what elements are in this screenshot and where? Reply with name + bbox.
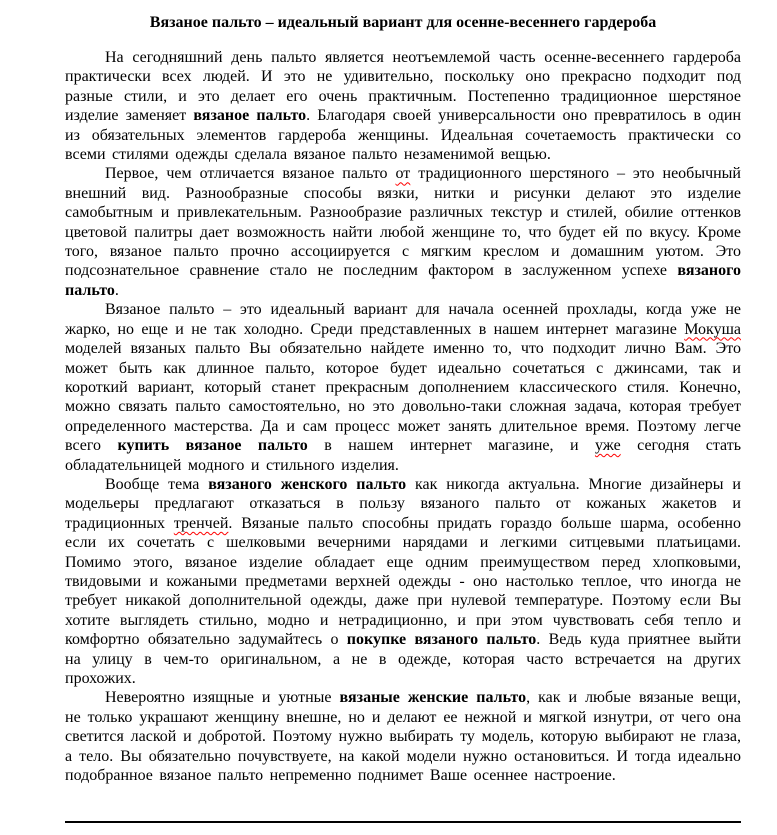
- bold-text-run: вязаного женского пальто: [208, 475, 407, 493]
- bold-text-run: вязаные женские пальто: [339, 689, 527, 707]
- paragraph-1: [65, 48, 741, 164]
- text-run: .: [114, 281, 119, 299]
- misspelled-word: тренчей: [173, 514, 229, 532]
- misspelled-word: от: [395, 165, 411, 183]
- text-run: . Ведь куда приятнее выйти на улицу в чем-то оригинальном, а не в одежде, которая часто встречается на других прохожих.: [65, 631, 741, 687]
- paragraph-5: [65, 688, 741, 785]
- text-run: На сегодняшний день пальто является неотъемлемой часть осенне-весеннего гардероба практически всех людей. И это не удивительно, поскольку оно прекрасно подходит под разные стили, и это делает его очень практичным. Постепенно традиционное шерстяное изделие заменяет: [65, 49, 741, 125]
- text-run: , как и любые вязаные вещи, не только украшают женщину внешне, но и делают ее нежной и мягкой изнутри, от чего она светится лаской и добротой. Поэтому нужно выбирать ту модель, которую выбирают не глаза, а тело. Вы обязательно почувствуете, на какой модели нужно остановиться. И тогда идеально подобранное вязаное пальто непременно поднимет Ваше осеннее настроение.: [65, 689, 741, 785]
- bold-text-run: купить вязаное пальто: [117, 437, 308, 455]
- text-run: . Вязаные пальто способны придать гораздо больше шарма, особенно если их сочетать с шелковыми вечерними нарядами и легкими ситцевыми платьицами. Помимо этого, вязаное изделие обладает еще одним преимуществом перед хлопковыми, твидовыми и кожаными предметами верхней одежды - оно настолько теплое, что иногда не требует никакой дополнительной одежды, даже при нулевой температуре. Поэтому если Вы хотите выглядеть стильно, модно и нетрадиционно, и при этом чувствовать себя тепло и комфортно обязательно задумайтесь о: [65, 514, 741, 649]
- paragraph-2: [65, 164, 741, 300]
- document-title: Вязаное пальто – идеальный вариант для осенне-весеннего гардероба: [149, 14, 657, 31]
- footer-divider-line: [65, 821, 741, 823]
- paragraph-3: [65, 300, 741, 475]
- bold-text-run: вязаного пальто: [65, 262, 741, 299]
- text-run: Вообще тема: [105, 475, 209, 493]
- misspelled-word: Мокуша: [684, 320, 741, 338]
- text-run: Невероятно изящные и уютные: [105, 689, 340, 707]
- text-run: моделей вязаных пальто Вы обязательно найдете именно то, что подходит лично Вам. Это может быть как длинное пальто, которое будет идеально сочетаться с джинсами, так и короткий вариант, который станет прекрасным дополнением классического стиля. Конечно, можно связать пальто самостоятельно, но это довольно-таки сложная задача, которая требует определенного мастерства. Да и сам процесс может занять длительное время. Поэтому легче всего: [65, 340, 741, 455]
- text-run: . Благодаря своей универсальности оно превратилось в один из обязательных элементов гардероба женщины. Идеальная сочетаемость практически со всеми стилями одежды сделала вязаное пальто незаменимой вещью.: [65, 107, 742, 164]
- text-run: в нашем интернет магазине, и: [307, 437, 595, 455]
- bold-text-run: покупке вязаного пальто: [346, 631, 537, 649]
- text-run: традиционного шерстяного – это необычный внешний вид. Разнообразные способы вязки, нитки и рисунки делают это изделие самобытным и привлекательным. Разнообразие различных текстур и стилей, обилие оттенков цветовой палитры дает возможность найти любой женщине то, что будет ей по вкусу. Кроме того, вязаное пальто прочно ассоциируется с мягким креслом и домашним уютом. Это подсознательное сравнение стало не последним фактором в заслуженном успехе: [65, 165, 741, 280]
- bold-text-run: вязаное пальто: [193, 107, 307, 125]
- text-run: Первое, чем отличается вязаное пальто: [105, 165, 396, 183]
- text-run: сегодня стать обладательницей модного и стильного изделия.: [65, 437, 742, 474]
- paragraph-4: [65, 475, 741, 688]
- text-run: как никогда актуальна. Многие дизайнеры и модельеры предлагают отказаться в пользу вязаного пальто от кожаных жакетов и традиционных: [65, 475, 741, 532]
- misspelled-word: уже: [594, 437, 621, 455]
- text-run: Вязаное пальто – это идеальный вариант для начала осенней прохлады, когда уже не жарко, но еще и не так холодно. Среди представленных в нашем интернет магазине: [65, 301, 741, 338]
